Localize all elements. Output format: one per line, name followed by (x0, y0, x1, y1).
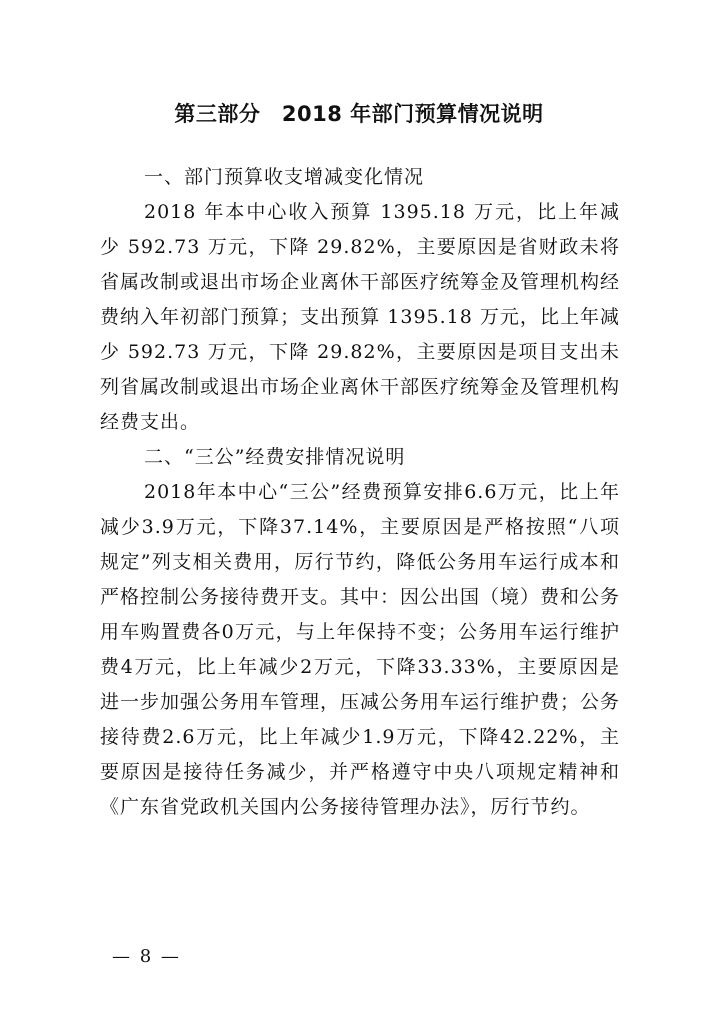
section-paragraph-three-public: 2018年本中心“三公”经费预算安排6.6万元，比上年减少3.9万元，下降37.14%，主要原因是严格按照“八项规定”列支相关费用，厉行节约，降低公务用车运行成本和严格控制公务接待费开支。其中：因公出国（境）费和公务用车购置费各0万元，与上年保持不变；公务用车运行维护费4万元，比上年减少2万元，下降33.33%，主要原因是进一步加强公务用车管理，压减公务用车运行维护费；公务接待费2.6万元，比上年减少1.9万元，下降42.22%，主要原因是接待任务减少，并严格遵守中央八项规定精神和《广东省党政机关国内公务接待管理办法》，厉行节约。 (100, 481, 621, 818)
page-number: — 8 — (112, 946, 181, 967)
page-title: 第三部分 2018 年部门预算情况说明 (174, 102, 544, 126)
section-heading-three-public: 二、“三公”经费安排情况说明 (144, 446, 406, 468)
section-paragraph-budget-change: 2018 年本中心收入预算 1395.18 万元，比上年减少 592.73 万元，下降 29.82%，主要原因是省财政未将省属改制或退出市场企业离休干部医疗统筹金及管理机构经费纳入年初部门预算；支出预算 1395.18 万元，比上年减少 592.73 万元，下降 29.82%，主要原因是项目支出未列省属改制或退出市场企业离休干部医疗统筹金及管理机构经费支出。 (100, 201, 621, 433)
section-heading-budget-change: 一、部门预算收支增减变化情况 (144, 166, 425, 188)
document-body (100, 160, 620, 825)
